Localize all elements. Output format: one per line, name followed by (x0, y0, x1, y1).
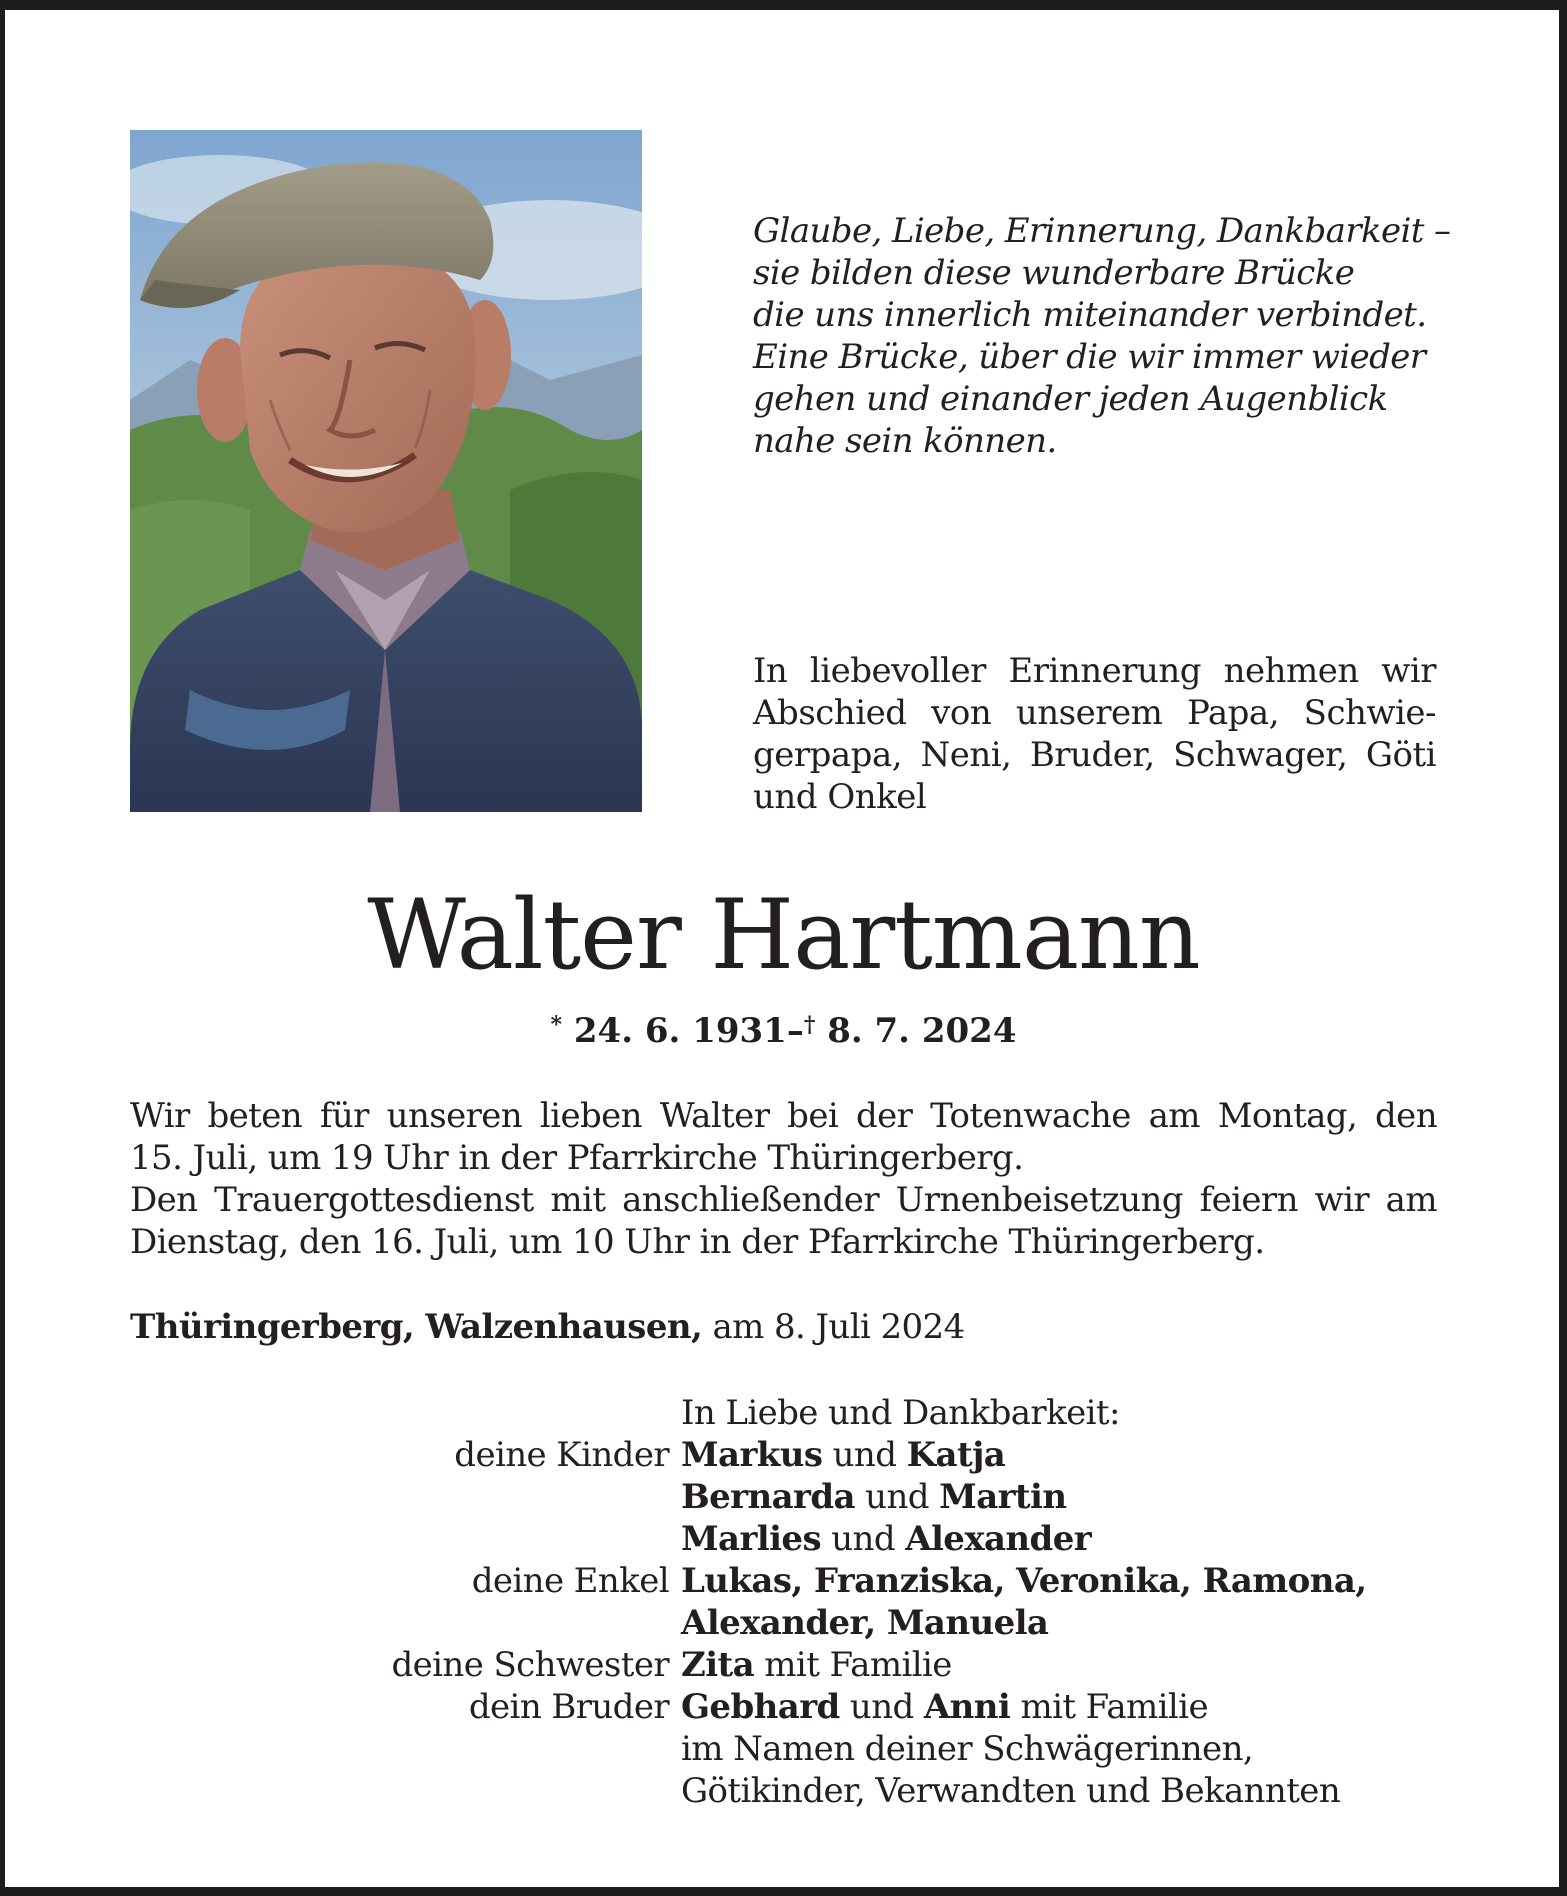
place-and-date (130, 1306, 965, 1348)
quote-line: die uns innerlich miteinander verbindet. (753, 295, 1427, 335)
mourner-row (280, 1770, 1480, 1812)
intro-line: gerpapa, Neni, Bruder, Schwager, Göti (753, 735, 1436, 775)
service-info (130, 1095, 1437, 1263)
mourner-name: Gebhard (681, 1687, 840, 1727)
conjunction: und (831, 1519, 895, 1559)
conjunction: und (849, 1687, 914, 1727)
mourner-row (280, 1560, 1480, 1602)
mourner-name: Lukas, Franziska, Veronika, Ramona, (681, 1561, 1367, 1601)
service-line: 15. Juli, um 19 Uhr in der Pfarrkirche Thüringerberg. (130, 1138, 1024, 1178)
life-dates (0, 1005, 1567, 1051)
mourner-row (280, 1434, 1480, 1476)
portrait-photo (130, 130, 642, 812)
mourner-name: Katja (906, 1435, 1006, 1475)
mourner-row (280, 1602, 1480, 1644)
mourner-row (280, 1518, 1480, 1560)
service-line: Wir beten für unseren lieben Walter bei der Totenwache am Montag, den (130, 1096, 1437, 1136)
quote-line: sie bilden diese wunderbare Brücke (753, 253, 1355, 293)
quote-line: Glaube, Liebe, Erinnerung, Dankbarkeit – (753, 211, 1451, 251)
place-locations: Thüringerberg, Walzenhausen, (130, 1307, 703, 1347)
date-separator: – (786, 1011, 804, 1051)
mourner-name: Zita (681, 1645, 755, 1685)
deceased-name: Walter Hartmann (367, 879, 1200, 991)
mourner-row (280, 1476, 1480, 1518)
quote (753, 210, 1453, 462)
conjunction: und (865, 1477, 929, 1517)
relation-label: deine Kinder (454, 1435, 669, 1475)
intro-text (753, 650, 1436, 818)
birth-mark: * (550, 1012, 563, 1038)
mourner-name: Martin (939, 1477, 1067, 1517)
mourners-list (280, 1392, 1480, 1812)
mourner-suffix: mit Familie (764, 1645, 952, 1685)
service-line: Den Trauergottesdienst mit anschließender Urnenbeisetzung feiern wir am (130, 1180, 1437, 1220)
closing-line: im Namen deiner Schwägerinnen, (681, 1729, 1254, 1769)
mourners-heading: In Liebe und Dankbarkeit: (681, 1393, 1120, 1433)
death-date: 8. 7. 2024 (827, 1011, 1017, 1051)
service-line: Dienstag, den 16. Juli, um 10 Uhr in der Pfarrkirche Thüringerberg. (130, 1222, 1265, 1262)
mourner-row (280, 1686, 1480, 1728)
mourner-name: Alexander (905, 1519, 1092, 1559)
mourner-name: Bernarda (681, 1477, 855, 1517)
closing-line: Götikinder, Verwandten und Bekannten (681, 1771, 1341, 1811)
quote-line: Eine Brücke, über die wir immer wieder (753, 337, 1426, 377)
quote-line: gehen und einander jeden Augenblick (753, 379, 1388, 419)
birth-date: 24. 6. 1931 (573, 1011, 787, 1051)
mourner-name: Anni (923, 1687, 1011, 1727)
relation-label: dein Bruder (468, 1687, 669, 1727)
mourner-name: Alexander, Manuela (681, 1603, 1049, 1643)
mourners-heading-row (280, 1392, 1480, 1434)
mourner-name: Marlies (681, 1519, 821, 1559)
mourner-name: Markus (681, 1435, 823, 1475)
relation-label: deine Schwester (391, 1645, 669, 1685)
mourner-row (280, 1728, 1480, 1770)
intro-line: und Onkel (753, 777, 927, 817)
quote-line: nahe sein können. (753, 421, 1057, 461)
conjunction: und (832, 1435, 897, 1475)
intro-line: In liebevoller Erinnerung nehmen wir (753, 651, 1436, 691)
place-date: am 8. Juli 2024 (712, 1307, 965, 1347)
relation-label: deine Enkel (471, 1561, 669, 1601)
intro-line: Abschied von unserem Papa, Schwie- (753, 693, 1436, 733)
mourner-row (280, 1644, 1480, 1686)
mourner-suffix: mit Familie (1020, 1687, 1208, 1727)
death-mark: † (803, 1012, 816, 1038)
